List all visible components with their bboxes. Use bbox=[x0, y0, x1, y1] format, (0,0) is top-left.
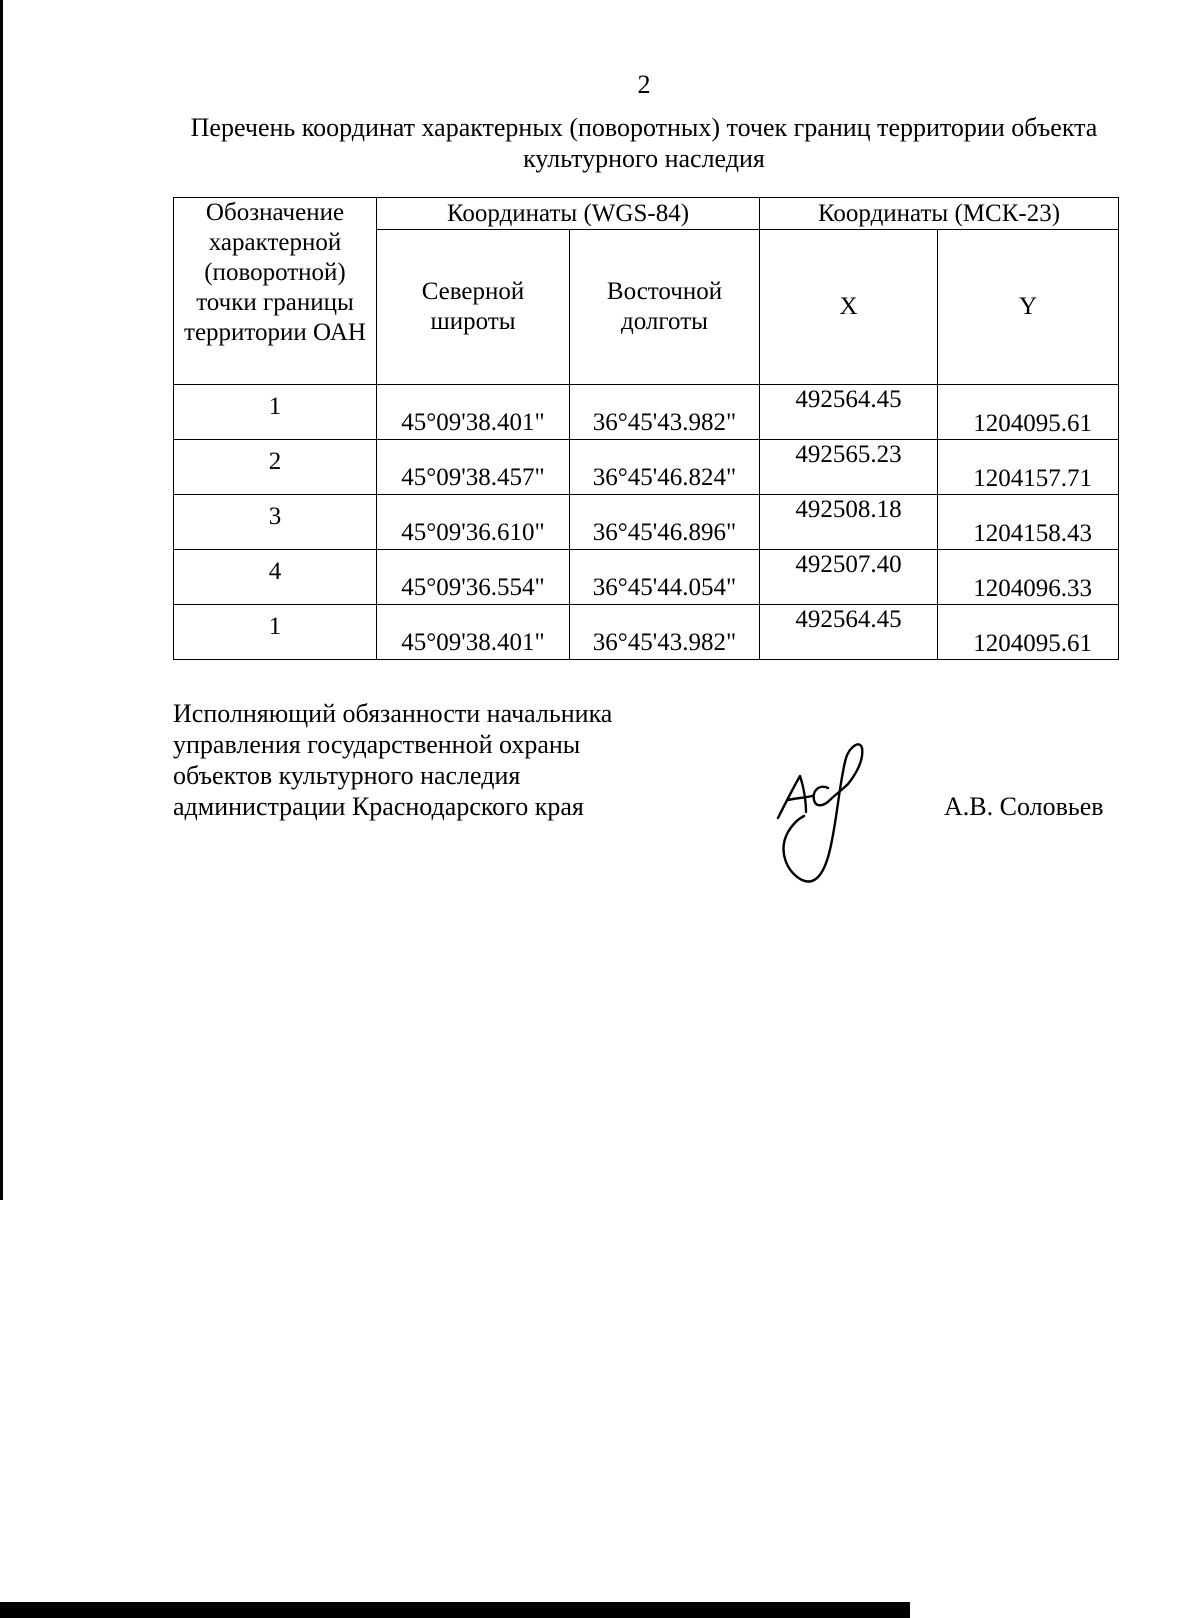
table-row bbox=[174, 550, 1119, 605]
header-msk23-group: Координаты (МСК-23) bbox=[760, 198, 1119, 230]
y-cell: 1204095.61 bbox=[938, 605, 1119, 660]
x-cell: 492508.18 bbox=[760, 495, 938, 550]
handwritten-signature bbox=[770, 740, 880, 890]
scan-edge-bottom bbox=[0, 1602, 910, 1618]
table-row bbox=[174, 440, 1119, 495]
signatory-line: управления государственной охраны bbox=[173, 730, 581, 759]
longitude-cell: 36°45'43.982" bbox=[570, 385, 760, 440]
x-cell: 492564.45 bbox=[760, 605, 938, 660]
point-number: 2 bbox=[174, 440, 377, 495]
latitude-cell: 45°09'36.610" bbox=[377, 495, 570, 550]
signatory-line: Исполняющий обязанности начальника bbox=[173, 699, 613, 728]
longitude-cell: 36°45'43.982" bbox=[570, 605, 760, 660]
header-wgs84-group: Координаты (WGS-84) bbox=[377, 198, 760, 230]
signatory-position bbox=[173, 698, 693, 822]
header-longitude: Восточной долготы bbox=[570, 230, 760, 385]
signatory-line: объектов культурного наследия bbox=[173, 761, 521, 790]
longitude-cell: 36°45'46.824" bbox=[570, 440, 760, 495]
latitude-cell: 45°09'38.401" bbox=[377, 385, 570, 440]
longitude-cell: 36°45'46.896" bbox=[570, 495, 760, 550]
y-cell: 1204095.61 bbox=[938, 385, 1119, 440]
point-number: 3 bbox=[174, 495, 377, 550]
page-number: 2 bbox=[637, 70, 651, 99]
signatory-line: администрации Краснодарского края bbox=[173, 792, 584, 821]
y-cell: 1204157.71 bbox=[938, 440, 1119, 495]
table-row bbox=[174, 495, 1119, 550]
latitude-cell: 45°09'38.457" bbox=[377, 440, 570, 495]
document-title: Перечень координат характерных (поворотных) точек границ территории объекта культурного наследия bbox=[190, 113, 1098, 173]
table-row bbox=[174, 605, 1119, 660]
y-cell: 1204158.43 bbox=[938, 495, 1119, 550]
point-number: 4 bbox=[174, 550, 377, 605]
latitude-cell: 45°09'36.554" bbox=[377, 550, 570, 605]
latitude-cell: 45°09'38.401" bbox=[377, 605, 570, 660]
coordinates-table bbox=[173, 197, 1119, 660]
header-point-designation: Обозначение характерной (поворотной) точки границы территории ОАН bbox=[174, 198, 377, 385]
header-y: Y bbox=[938, 230, 1119, 385]
table-row bbox=[174, 385, 1119, 440]
point-number: 1 bbox=[174, 385, 377, 440]
y-cell: 1204096.33 bbox=[938, 550, 1119, 605]
header-x: X bbox=[760, 230, 938, 385]
point-number: 1 bbox=[174, 605, 377, 660]
header-latitude: Северной широты bbox=[377, 230, 570, 385]
x-cell: 492507.40 bbox=[760, 550, 938, 605]
scan-edge-left bbox=[0, 0, 3, 1200]
x-cell: 492565.23 bbox=[760, 440, 938, 495]
signer-name: А.В. Соловьев bbox=[944, 792, 1104, 821]
longitude-cell: 36°45'44.054" bbox=[570, 550, 760, 605]
x-cell: 492564.45 bbox=[760, 385, 938, 440]
